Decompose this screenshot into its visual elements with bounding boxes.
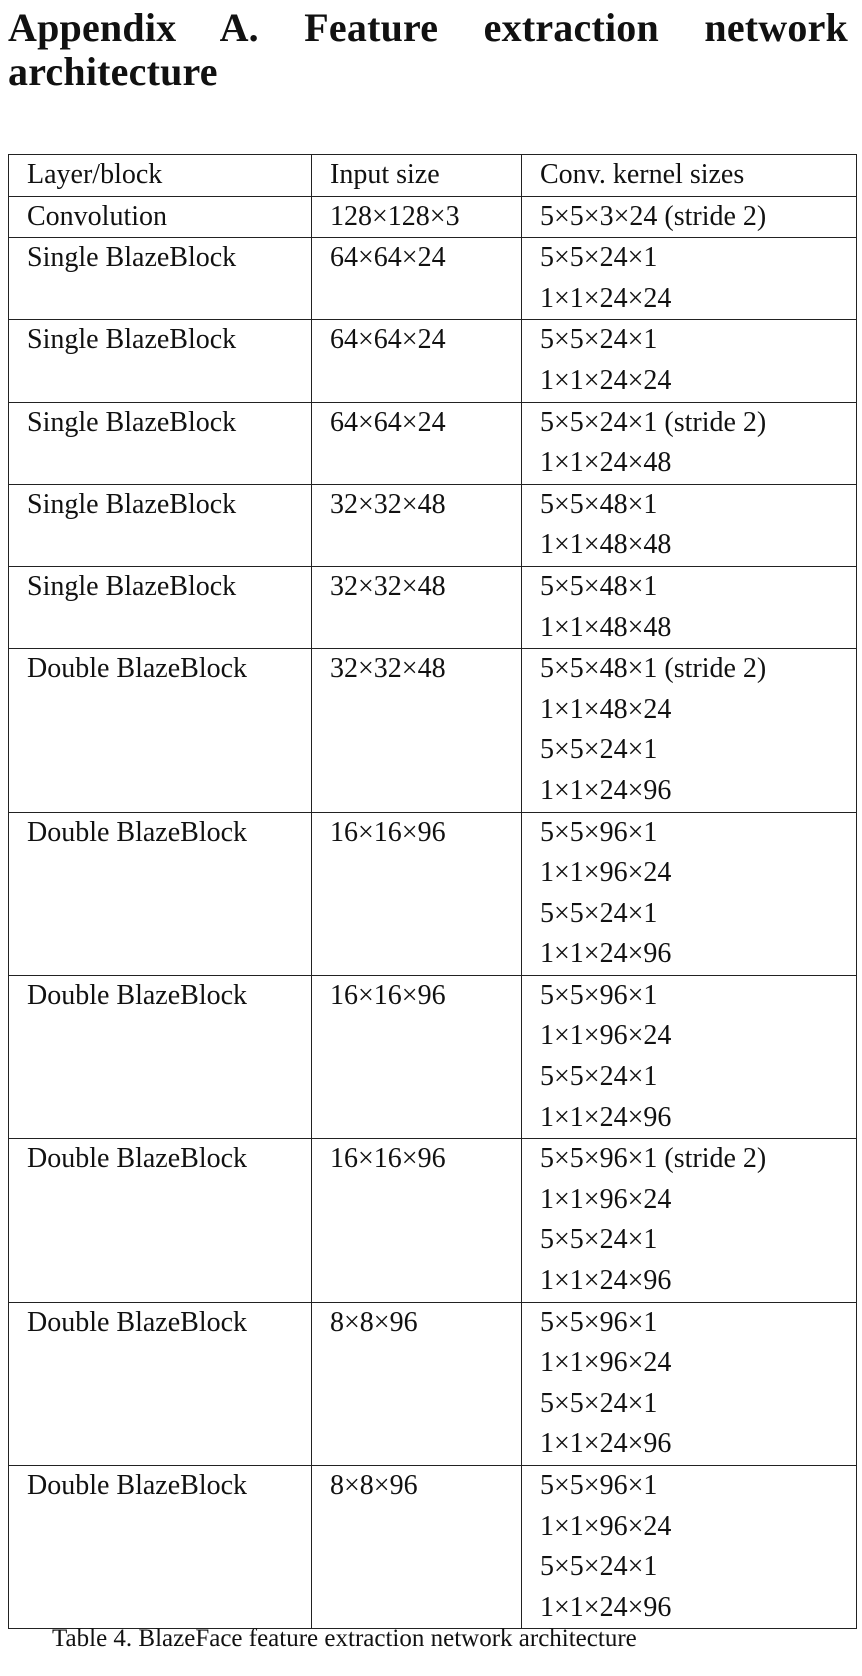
kernel-size-line: 5×5×96×1	[540, 1306, 658, 1338]
kernel-size-line: 5×5×24×1 (stride 2)	[540, 406, 767, 438]
kernel-size-line: 1×1×96×24	[540, 1183, 672, 1215]
layer-cell: Double BlazeBlock	[9, 1302, 312, 1465]
table-row	[9, 484, 857, 566]
kernel-size-line: 5×5×24×1	[540, 734, 658, 766]
kernel-size-line: 1×1×96×24	[540, 1347, 672, 1379]
kernel-sizes-cell	[522, 1302, 857, 1465]
kernel-sizes-cell	[522, 196, 857, 238]
kernel-size-line: 5×5×48×1	[540, 570, 658, 602]
input-size-cell: 32×32×48	[312, 649, 522, 812]
kernel-size-line: 5×5×48×1	[540, 488, 658, 520]
kernel-size-line: 1×1×48×48	[540, 611, 672, 643]
layer-cell: Double BlazeBlock	[9, 649, 312, 812]
table-body	[9, 196, 857, 1629]
table-row	[9, 196, 857, 238]
layer-cell: Single BlazeBlock	[9, 320, 312, 402]
kernel-sizes-cell	[522, 812, 857, 975]
kernel-size-line: 5×5×48×1 (stride 2)	[540, 653, 767, 685]
header-input-size: Input size	[312, 155, 522, 197]
input-size-cell: 32×32×48	[312, 566, 522, 648]
kernel-size-line: 5×5×24×1	[540, 1061, 658, 1093]
layer-cell: Double BlazeBlock	[9, 975, 312, 1138]
kernel-sizes-cell	[522, 238, 857, 320]
layer-cell: Double BlazeBlock	[9, 1466, 312, 1629]
kernel-size-line: 5×5×96×1 (stride 2)	[540, 1143, 767, 1175]
kernel-sizes-cell	[522, 1466, 857, 1629]
input-size-cell: 16×16×96	[312, 975, 522, 1138]
input-size-cell: 8×8×96	[312, 1302, 522, 1465]
kernel-size-line: 1×1×24×24	[540, 364, 672, 396]
kernel-sizes-cell	[522, 649, 857, 812]
kernel-size-line: 1×1×96×24	[540, 857, 672, 889]
kernel-sizes-cell	[522, 320, 857, 402]
kernel-size-line: 5×5×96×1	[540, 1470, 658, 1501]
table-caption: Table 4. BlazeFace feature extraction network architecture	[52, 1625, 637, 1652]
layer-cell: Double BlazeBlock	[9, 812, 312, 975]
input-size-cell: 64×64×24	[312, 238, 522, 320]
table-header	[9, 155, 857, 197]
header-kernel-sizes: Conv. kernel sizes	[522, 155, 857, 197]
input-size-cell: 8×8×96	[312, 1466, 522, 1629]
table-row	[9, 649, 857, 812]
kernel-size-line: 1×1×96×24	[540, 1510, 672, 1542]
table-row	[9, 1302, 857, 1465]
kernel-size-line: 5×5×24×1	[540, 1387, 658, 1419]
kernel-sizes-cell	[522, 1139, 857, 1302]
kernel-size-line: 1×1×96×24	[540, 1020, 672, 1052]
kernel-size-line: 1×1×24×24	[540, 282, 672, 314]
kernel-size-line: 5×5×24×1	[540, 324, 658, 356]
input-size-cell: 16×16×96	[312, 812, 522, 975]
layer-cell: Single BlazeBlock	[9, 566, 312, 648]
kernel-sizes-cell	[522, 484, 857, 566]
table-row	[9, 812, 857, 975]
table-row	[9, 975, 857, 1138]
table-row	[9, 402, 857, 484]
kernel-size-line: 5×5×24×1	[540, 242, 658, 274]
input-size-cell: 32×32×48	[312, 484, 522, 566]
architecture-table	[8, 154, 857, 1629]
table-row	[9, 320, 857, 402]
table-row	[9, 238, 857, 320]
kernel-size-line: 1×1×24×96	[540, 938, 672, 970]
kernel-sizes-cell	[522, 402, 857, 484]
kernel-size-line: 1×1×48×48	[540, 529, 672, 561]
layer-cell: Single BlazeBlock	[9, 484, 312, 566]
kernel-size-line: 1×1×24×96	[540, 1428, 672, 1460]
table-row	[9, 1139, 857, 1302]
input-size-cell: 128×128×3	[312, 196, 522, 238]
input-size-cell: 16×16×96	[312, 1139, 522, 1302]
kernel-size-line: 5×5×24×1	[540, 1551, 658, 1583]
kernel-size-line: 5×5×3×24 (stride 2)	[540, 200, 767, 232]
kernel-size-line: 5×5×96×1	[540, 979, 658, 1011]
kernel-size-line: 5×5×24×1	[540, 897, 658, 929]
kernel-size-line: 1×1×24×96	[540, 774, 672, 806]
appendix-heading: Appendix A. Feature extraction network architecture	[8, 5, 848, 94]
kernel-size-line: 5×5×96×1	[540, 816, 658, 848]
kernel-sizes-cell	[522, 975, 857, 1138]
table-row	[9, 566, 857, 648]
kernel-size-line: 1×1×48×24	[540, 693, 672, 725]
kernel-sizes-cell	[522, 566, 857, 648]
input-size-cell: 64×64×24	[312, 402, 522, 484]
input-size-cell: 64×64×24	[312, 320, 522, 402]
kernel-size-line: 1×1×24×96	[540, 1101, 672, 1133]
kernel-size-line: 1×1×24×48	[540, 447, 672, 479]
header-layer-block: Layer/block	[9, 155, 312, 197]
layer-cell: Convolution	[9, 196, 312, 238]
table-row	[9, 1466, 857, 1629]
kernel-size-line: 5×5×24×1	[540, 1224, 658, 1256]
kernel-size-line: 1×1×24×96	[540, 1591, 672, 1623]
layer-cell: Single BlazeBlock	[9, 238, 312, 320]
layer-cell: Double BlazeBlock	[9, 1139, 312, 1302]
kernel-size-line: 1×1×24×96	[540, 1265, 672, 1297]
header-row	[9, 155, 857, 197]
layer-cell: Single BlazeBlock	[9, 402, 312, 484]
